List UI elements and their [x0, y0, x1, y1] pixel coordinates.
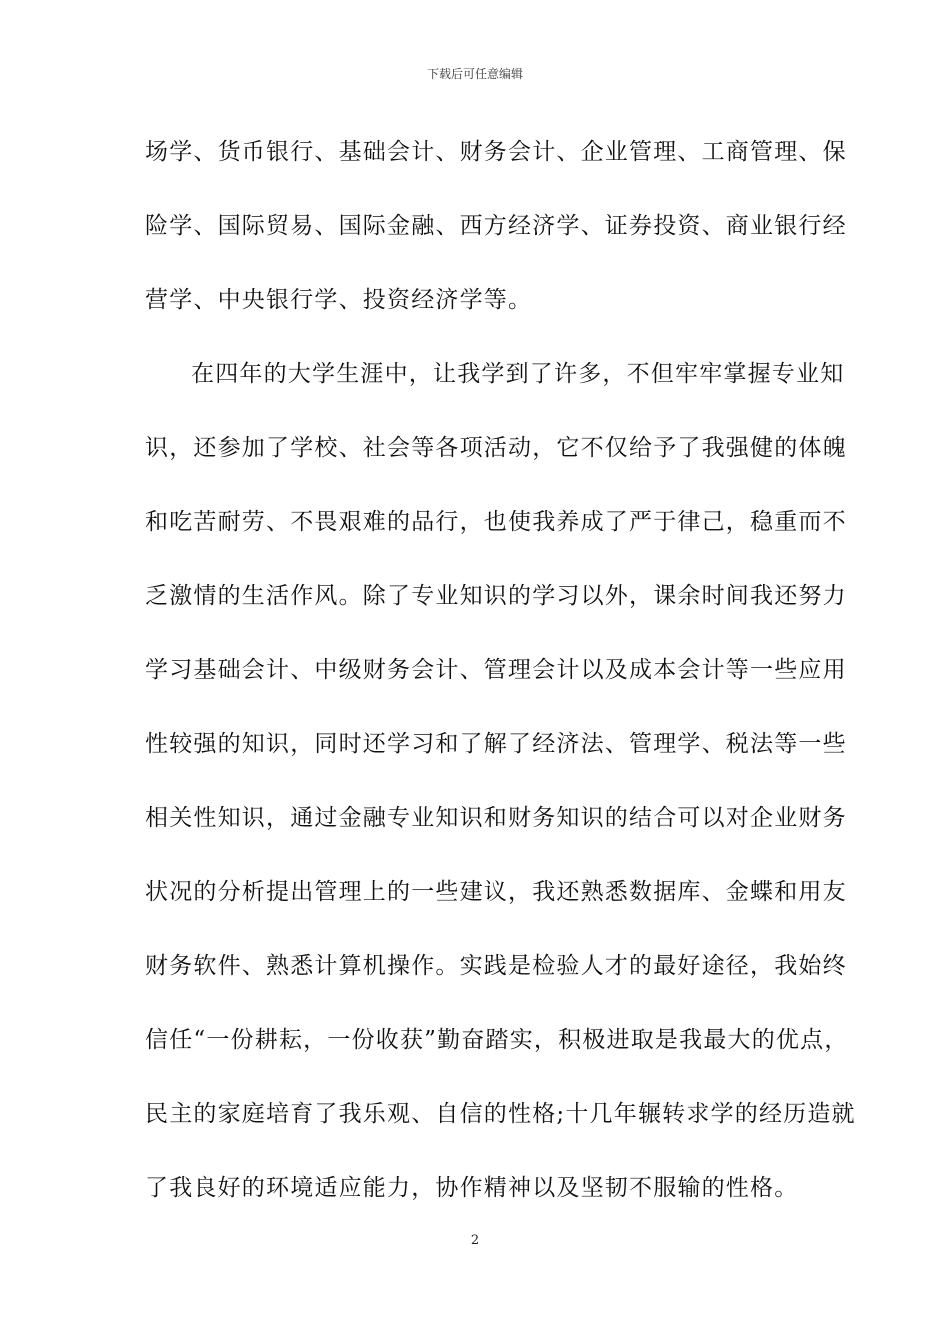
- paragraph-2-line-2: 识，还参加了学校、社会等各项活动，它不仅给予了我强健的体魄: [145, 435, 847, 461]
- paragraph-2-line-12: 了我良好的环境适应能力，协作精神以及坚韧不服输的性格。: [145, 1175, 799, 1201]
- paragraph-1-line-2: 险学、国际贸易、国际金融、西方经济学、证券投资、商业银行经: [145, 213, 847, 239]
- paragraph-2-line-10: 信任“一份耕耘，一份收获”勤奋踏实，积极进取是我最大的优点，: [145, 1027, 849, 1053]
- paragraph-2-line-6: 性较强的知识，同时还学习和了解了经济法、管理学、税法等一些: [145, 731, 847, 757]
- paragraph-2-line-1: 在四年的大学生涯中，让我学到了许多，不但牢牢掌握专业知: [191, 361, 845, 387]
- paragraph-2-line-3: 和吃苦耐劳、不畏艰难的品行，也使我养成了严于律己，稳重而不: [145, 509, 847, 535]
- page-header: 下载后可任意编辑: [426, 67, 523, 81]
- page-number: 2: [470, 1233, 480, 1248]
- paragraph-2-line-8: 状况的分析提出管理上的一些建议，我还熟悉数据库、金蝶和用友: [145, 879, 847, 905]
- paragraph-2-line-11: 民主的家庭培育了我乐观、自信的性格;十几年辗转求学的经历造就: [145, 1101, 856, 1127]
- paragraph-2-line-4: 乏激情的生活作风。除了专业知识的学习以外，课余时间我还努力: [145, 583, 847, 609]
- paragraph-1-line-3: 营学、中央银行学、投资经济学等。: [145, 287, 533, 313]
- paragraph-2-line-7: 相关性知识，通过金融专业知识和财务知识的结合可以对企业财务: [145, 805, 847, 831]
- paragraph-2-line-5: 学习基础会计、中级财务会计、管理会计以及成本会计等一些应用: [145, 657, 847, 683]
- paragraph-1-line-1: 场学、货币银行、基础会计、财务会计、企业管理、工商管理、保: [145, 139, 847, 165]
- paragraph-2-line-9: 财务软件、熟悉计算机操作。实践是检验人才的最好途径，我始终: [145, 953, 847, 979]
